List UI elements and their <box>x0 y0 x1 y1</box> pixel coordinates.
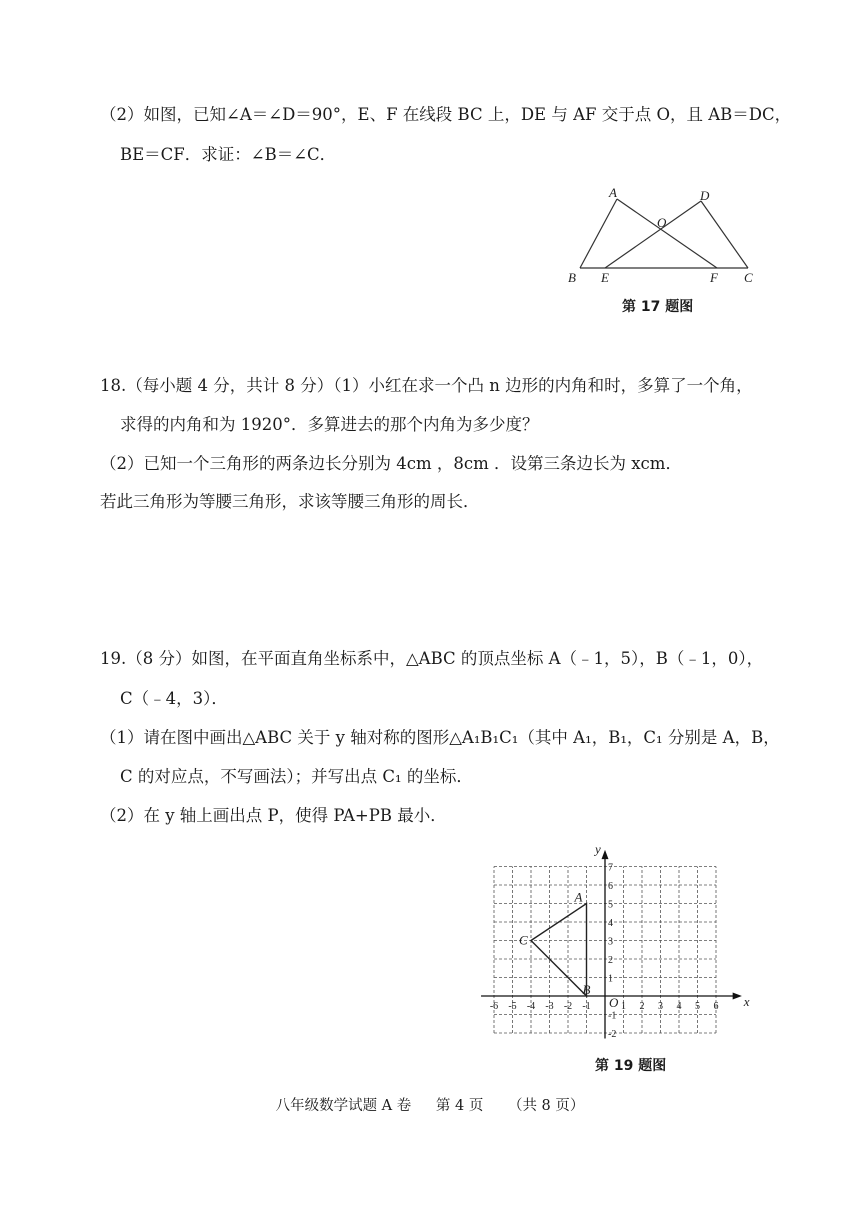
segment-de <box>605 201 701 268</box>
label-d: D <box>700 188 710 203</box>
y-tick-label: 6 <box>608 881 613 892</box>
footer-total: （共 8 页） <box>507 1098 585 1114</box>
q19-line4: C 的对应点，不写画法）；并写出点 C₁ 的坐标． <box>120 767 473 786</box>
footer-title: 八年级数学试题 A 卷 <box>275 1098 412 1114</box>
y-tick-label: -1 <box>608 1010 617 1022</box>
q18-line4: 若此三角形为等腰三角形，求该等腰三角形的周长． <box>100 492 480 511</box>
q19-figure-caption: 第 19 题图 <box>595 1058 667 1074</box>
q17-part2-line1: （2）如图，已知∠A＝∠D＝90°，E、F 在线段 BC 上，DE 与 AF 交于点 O，且 AB＝DC， <box>100 105 792 124</box>
x-tick-label: -6 <box>489 1001 499 1012</box>
point-label-b: B <box>582 982 591 997</box>
triangle-abc <box>531 904 587 997</box>
q17-part2-line2: BE＝CF．求证：∠B＝∠C． <box>120 145 337 164</box>
y-tick-label: 1 <box>608 973 613 985</box>
q18-line3: （2）已知一个三角形的两条边长分别为 4cm ，8cm ．设第三条边长为 xcm． <box>100 454 682 473</box>
q17-figure-caption: 第 17 题图 <box>622 299 694 315</box>
label-b: B <box>568 270 576 285</box>
x-tick-label: 3 <box>658 1001 663 1012</box>
segment-dc <box>701 201 748 268</box>
q19-line1: 19.（8 分）如图，在平面直角坐标系中，△ABC 的顶点坐标 A（﹣1，5），B（﹣1，0）， <box>100 649 764 668</box>
label-o: O <box>657 215 667 230</box>
q18-line2: 求得的内角和为 1920°．多算进去的那个内角为多少度？ <box>120 415 539 434</box>
segment-ab <box>580 199 617 268</box>
y-tick-label: 7 <box>608 862 613 874</box>
q19-line3: （1）请在图中画出△ABC 关于 y 轴对称的图形△A₁B₁C₁（其中 A₁，B₁，C₁ 分别是 A，B， <box>100 728 780 747</box>
x-tick-label: -5 <box>508 1001 517 1012</box>
y-tick-label: 4 <box>608 918 613 929</box>
x-tick-label: -2 <box>563 1001 573 1012</box>
label-f: F <box>710 270 718 285</box>
label-e: E <box>601 270 609 285</box>
q17-figure <box>560 185 760 285</box>
q19-coordinate-grid <box>490 840 760 1050</box>
y-tick-label: 2 <box>608 955 613 966</box>
x-tick-label: -4 <box>526 1001 536 1012</box>
x-tick-label: -3 <box>545 1001 554 1012</box>
q19-line5: （2）在 y 轴上画出点 P，使得 PA+PB 最小． <box>100 806 447 825</box>
x-axis-label: x <box>743 994 750 1009</box>
q18-line1: 18.（每小题 4 分，共计 8 分）（1）小红在求一个凸 n 边形的内角和时，多算了一个角， <box>100 376 753 395</box>
y-tick-label: 3 <box>608 936 613 948</box>
y-tick-label: -2 <box>608 1029 617 1040</box>
footer-page: 第 4 页 <box>435 1098 484 1114</box>
origin-label: O <box>609 995 619 1010</box>
y-tick-label: 5 <box>608 899 613 911</box>
page-footer <box>0 1094 860 1115</box>
y-axis-arrow <box>602 850 609 859</box>
x-tick-label: 4 <box>676 1001 682 1012</box>
x-tick-label: 5 <box>695 1001 700 1012</box>
label-c: C <box>744 270 753 285</box>
label-a: A <box>609 185 617 200</box>
point-label-a: A <box>574 889 583 905</box>
y-axis-label: y <box>595 841 601 857</box>
x-tick-label: -1 <box>582 1001 591 1012</box>
x-axis-arrow <box>733 993 742 1000</box>
x-tick-label: 6 <box>713 1001 719 1012</box>
segment-af <box>617 199 717 268</box>
point-label-c: C <box>519 932 528 948</box>
q19-line2: C（﹣4，3）． <box>120 689 228 708</box>
x-tick-label: 1 <box>621 1001 626 1012</box>
x-tick-label: 2 <box>639 1001 645 1012</box>
